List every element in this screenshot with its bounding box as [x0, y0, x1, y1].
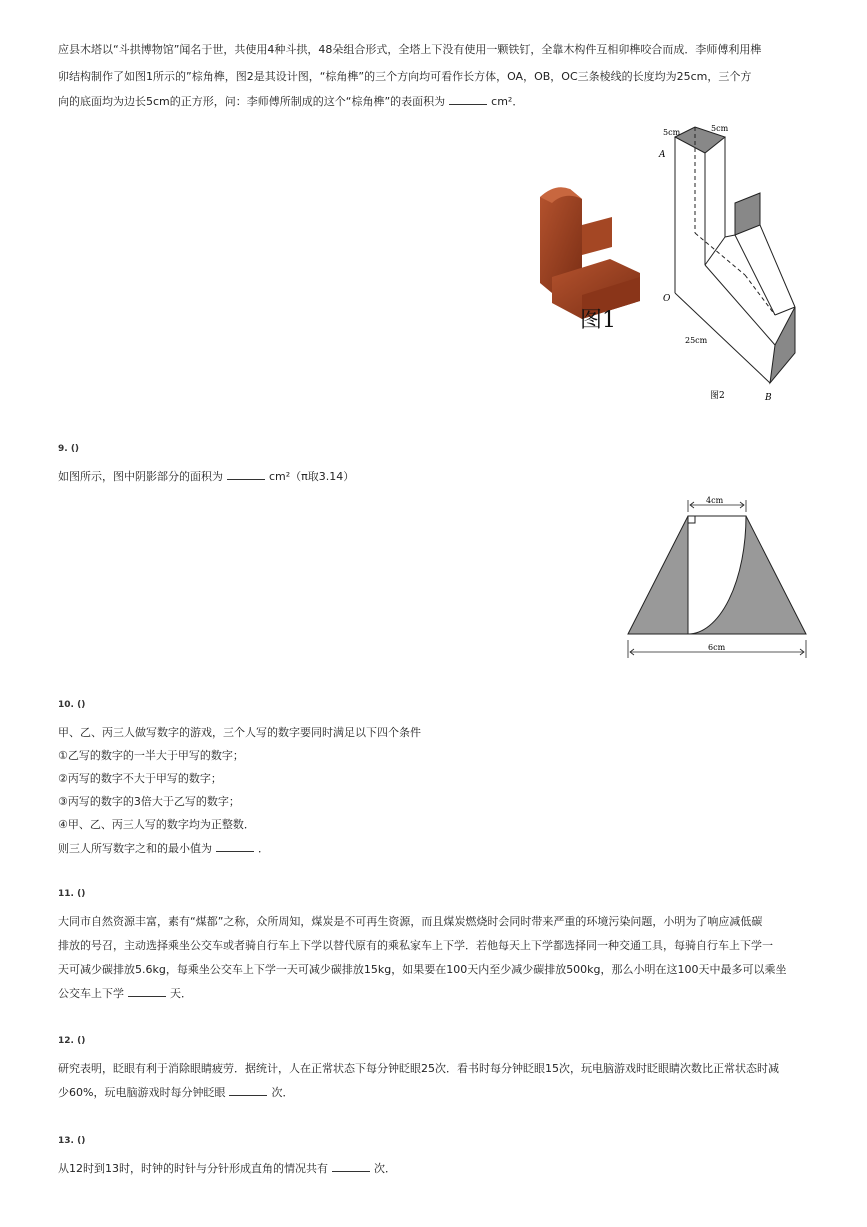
- fig2-caption: 图2: [710, 391, 725, 401]
- q10-condition-3: ③丙写的数字的3倍大于乙写的数字；: [58, 795, 240, 808]
- q10-text-a: 则三人所写数字之和的最小值为: [58, 842, 212, 855]
- q10-condition-2: ②丙写的数字不大于甲写的数字；: [58, 772, 222, 785]
- q9-number: 9. (): [58, 444, 80, 454]
- q10-answer-blank[interactable]: [216, 841, 254, 852]
- q11-answer-blank[interactable]: [128, 986, 166, 997]
- q12-text-a: 少60%，玩电脑游戏时每分钟眨眼: [58, 1086, 226, 1099]
- figure-2-diagram: [655, 115, 805, 410]
- top-dimension-label: 4cm: [706, 496, 724, 505]
- q9-answer-blank[interactable]: [227, 469, 265, 480]
- q13-answer-blank[interactable]: [332, 1161, 370, 1172]
- wood-right-arm: [582, 217, 612, 255]
- q10-text-b: ．: [258, 842, 269, 855]
- q10-question: [58, 841, 269, 857]
- fig2-dim-top: 5cm: [711, 124, 729, 133]
- q12-text-b: 次．: [271, 1086, 294, 1099]
- q11-line-3: 天可减少碳排放5.6kg，每乘坐公交车上下学一天可减少碳排放15kg，如果要在100天内至少减少碳排放500kg，那么小明在这100天中最多可以乘坐: [58, 963, 787, 976]
- q10-number: 10. (): [58, 700, 86, 710]
- fig2-label-a: A: [659, 150, 666, 160]
- figure-1-caption: 图1: [580, 308, 616, 333]
- q8-text: 向的底面均为边长5cm的正方形，问：李师傅所制成的这个“棕角榫”的表面积为: [58, 95, 446, 108]
- q9-text-a: 如图所示，图中阴影部分的面积为: [58, 470, 223, 483]
- q8-line-1: 应县木塔以“斗拱博物馆”闻名于世，共使用4种斗拱，48朵组合形式，全塔上下没有使用一颗铁钉，全靠木构件互相卯榫咬合而成．李师傅利用榫: [58, 43, 762, 56]
- q11-number: 11. (): [58, 889, 86, 899]
- q11-line-1: 大同市自然资源丰富，素有“煤都”之称，众所周知，煤炭是不可再生资源，而且煤炭燃烧时会同时带来严重的环境污染问题，小明为了响应减低碳: [58, 915, 763, 928]
- q12-answer-blank[interactable]: [229, 1085, 267, 1096]
- q13-text: [58, 1161, 396, 1177]
- q8-line-2: 卯结构制作了如图1所示的”棕角榫，图2是其设计图，“棕角榫”的三个方向均可看作长方体，OA，OB，OC三条棱线的长度均为25cm，三个方: [58, 70, 752, 83]
- end-square: [770, 307, 795, 383]
- q12-line-1: 研究表明，眨眼有利于消除眼睛疲劳．据统计，人在正常状态下每分钟眨眼25次．看书时每分钟眨眼15次，玩电脑游戏时眨眼睛次数比正常状态时减: [58, 1062, 779, 1075]
- middle-square: [735, 193, 760, 235]
- q9-text: [58, 469, 354, 485]
- fig2-dim-length: 25cm: [685, 336, 708, 345]
- q13-number: 13. (): [58, 1136, 86, 1146]
- q9-figure: [620, 490, 810, 660]
- q8-tail: cm²．: [491, 95, 524, 108]
- q8-line-3: [58, 94, 523, 110]
- fig2-dim-left: 5cm: [663, 128, 681, 137]
- q10-condition-4: ④甲、乙、丙三人写的数字均为正整数．: [58, 818, 255, 831]
- q8-answer-blank[interactable]: [449, 94, 487, 105]
- q12-number: 12. (): [58, 1036, 86, 1046]
- fig2-label-o: O: [663, 294, 671, 304]
- q11-text-a: 公交车上下学: [58, 987, 124, 1000]
- q10-line-1: 甲、乙、丙三人做写数字的游戏，三个人写的数字要同时满足以下四个条件: [58, 726, 421, 739]
- q11-line-2: 排放的号召，主动选择乘坐公交车或者骑自行车上下学以替代原有的乘私家车上下学．若他每天上下学都选择同一种交通工具，每骑自行车上下学一: [58, 939, 773, 952]
- q13-text-b: 次．: [374, 1162, 396, 1175]
- q10-condition-1: ①乙写的数字的一半大于甲写的数字；: [58, 749, 244, 762]
- q11-text-b: 天．: [170, 987, 192, 1000]
- q11-line-4: [58, 986, 192, 1002]
- bottom-dimension-label: 6cm: [708, 643, 726, 652]
- q12-line-2: [58, 1085, 293, 1101]
- q9-text-b: cm²（π取3.14）: [269, 470, 355, 483]
- fig2-label-b: B: [765, 393, 772, 403]
- q13-text-a: 从12时到13时，时钟的时针与分针形成直角的情况共有: [58, 1162, 328, 1175]
